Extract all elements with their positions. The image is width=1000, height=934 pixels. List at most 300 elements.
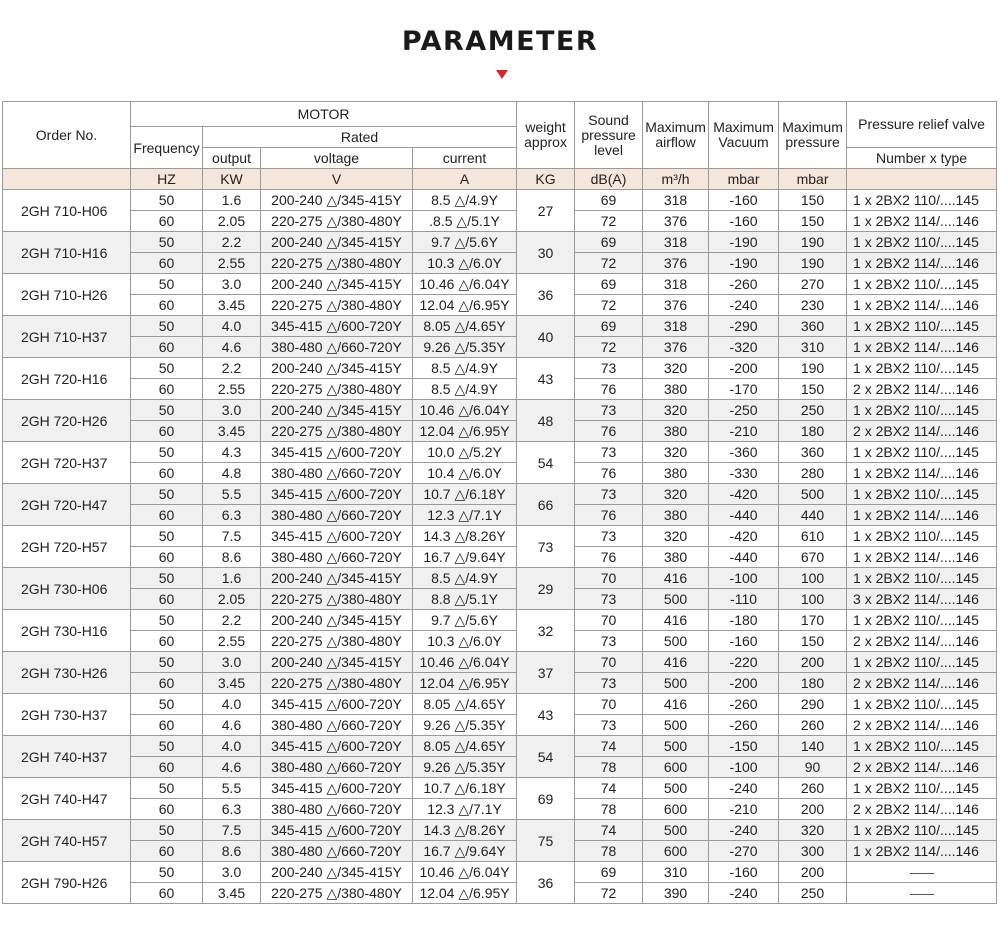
- pressure-cell: 260: [779, 715, 847, 736]
- pressure-cell: 200: [779, 652, 847, 673]
- sound-cell: 73: [575, 673, 643, 694]
- airflow-cell: 500: [643, 820, 709, 841]
- airflow-cell: 376: [643, 211, 709, 232]
- frequency-cell: 50: [131, 736, 203, 757]
- frequency-cell: 60: [131, 379, 203, 400]
- header-output: output: [203, 148, 261, 169]
- frequency-cell: 60: [131, 883, 203, 904]
- vacuum-cell: -260: [709, 694, 779, 715]
- units-row: [3, 169, 997, 190]
- table-body: [3, 102, 997, 904]
- pressure-cell: 200: [779, 799, 847, 820]
- pressure-cell: 170: [779, 610, 847, 631]
- table-row: [3, 211, 997, 232]
- vacuum-cell: -440: [709, 547, 779, 568]
- relief-cell: 2 x 2BX2 114/....146: [847, 799, 997, 820]
- unit-cell: KW: [203, 169, 261, 190]
- voltage-cell: 220-275 △/380-480Y: [261, 631, 413, 652]
- order-no-cell: 2GH 710-H16: [3, 232, 131, 274]
- output-cell: 1.6: [203, 190, 261, 211]
- sound-cell: 74: [575, 736, 643, 757]
- weight-cell: 43: [517, 358, 575, 400]
- sound-cell: 73: [575, 631, 643, 652]
- vacuum-cell: -170: [709, 379, 779, 400]
- current-cell: 10.0 △/5.2Y: [413, 442, 517, 463]
- vacuum-cell: -160: [709, 211, 779, 232]
- voltage-cell: 220-275 △/380-480Y: [261, 295, 413, 316]
- relief-cell: 1 x 2BX2 114/....146: [847, 463, 997, 484]
- pressure-cell: 100: [779, 568, 847, 589]
- output-cell: 4.8: [203, 463, 261, 484]
- frequency-cell: 60: [131, 799, 203, 820]
- frequency-cell: 50: [131, 862, 203, 883]
- airflow-cell: 320: [643, 526, 709, 547]
- table-row: [3, 463, 997, 484]
- relief-cell: 1 x 2BX2 110/....145: [847, 610, 997, 631]
- sound-cell: 76: [575, 463, 643, 484]
- output-cell: 2.2: [203, 358, 261, 379]
- frequency-cell: 50: [131, 694, 203, 715]
- output-cell: 2.05: [203, 589, 261, 610]
- header-voltage: voltage: [261, 148, 413, 169]
- voltage-cell: 220-275 △/380-480Y: [261, 211, 413, 232]
- page-title: PARAMETER: [401, 26, 599, 57]
- table-row: [3, 652, 997, 673]
- pressure-cell: 320: [779, 820, 847, 841]
- voltage-cell: 345-415 △/600-720Y: [261, 526, 413, 547]
- sound-cell: 73: [575, 715, 643, 736]
- airflow-cell: 376: [643, 253, 709, 274]
- table-row: [3, 883, 997, 904]
- vacuum-cell: -240: [709, 820, 779, 841]
- pressure-cell: 610: [779, 526, 847, 547]
- table-row: [3, 568, 997, 589]
- airflow-cell: 500: [643, 736, 709, 757]
- current-cell: 10.7 △/6.18Y: [413, 778, 517, 799]
- current-cell: 16.7 △/9.64Y: [413, 841, 517, 862]
- vacuum-cell: -260: [709, 715, 779, 736]
- pressure-cell: 150: [779, 379, 847, 400]
- relief-cell: 1 x 2BX2 110/....145: [847, 274, 997, 295]
- weight-cell: 36: [517, 274, 575, 316]
- order-no-cell: 2GH 790-H26: [3, 862, 131, 904]
- voltage-cell: 380-480 △/660-720Y: [261, 505, 413, 526]
- vacuum-cell: -110: [709, 589, 779, 610]
- unit-cell: HZ: [131, 169, 203, 190]
- vacuum-cell: -200: [709, 358, 779, 379]
- order-no-cell: 2GH 720-H47: [3, 484, 131, 526]
- output-cell: 3.45: [203, 295, 261, 316]
- order-no-cell: 2GH 720-H26: [3, 400, 131, 442]
- table-row: [3, 232, 997, 253]
- airflow-cell: 320: [643, 484, 709, 505]
- header-vacuum: Maximum Vacuum: [709, 102, 779, 169]
- table-row: [3, 421, 997, 442]
- weight-cell: 32: [517, 610, 575, 652]
- sound-cell: 73: [575, 358, 643, 379]
- header-frequency: Frequency: [131, 127, 203, 169]
- unit-cell: V: [261, 169, 413, 190]
- table-row: [3, 190, 997, 211]
- pressure-cell: 150: [779, 190, 847, 211]
- frequency-cell: 50: [131, 610, 203, 631]
- sound-cell: 72: [575, 253, 643, 274]
- frequency-cell: 50: [131, 190, 203, 211]
- current-cell: 10.3 △/6.0Y: [413, 253, 517, 274]
- frequency-cell: 60: [131, 841, 203, 862]
- output-cell: 2.05: [203, 211, 261, 232]
- sound-cell: 74: [575, 778, 643, 799]
- pressure-cell: 90: [779, 757, 847, 778]
- vacuum-cell: -210: [709, 421, 779, 442]
- output-cell: 7.5: [203, 820, 261, 841]
- header-weight: weight approx: [517, 102, 575, 169]
- sound-cell: 69: [575, 190, 643, 211]
- current-cell: 8.05 △/4.65Y: [413, 736, 517, 757]
- table-row: [3, 610, 997, 631]
- frequency-cell: 60: [131, 505, 203, 526]
- frequency-cell: 50: [131, 316, 203, 337]
- output-cell: 2.2: [203, 232, 261, 253]
- output-cell: 3.0: [203, 400, 261, 421]
- unit-cell: mbar: [709, 169, 779, 190]
- airflow-cell: 500: [643, 631, 709, 652]
- voltage-cell: 380-480 △/660-720Y: [261, 799, 413, 820]
- vacuum-cell: -330: [709, 463, 779, 484]
- order-no-cell: 2GH 740-H57: [3, 820, 131, 862]
- relief-cell: 1 x 2BX2 110/....145: [847, 736, 997, 757]
- table-row: [3, 442, 997, 463]
- units-spacer: [847, 169, 997, 190]
- pressure-cell: 360: [779, 316, 847, 337]
- header-number-type: Number x type: [847, 148, 997, 169]
- frequency-cell: 60: [131, 631, 203, 652]
- weight-cell: 69: [517, 778, 575, 820]
- current-cell: 12.04 △/6.95Y: [413, 673, 517, 694]
- sound-cell: 76: [575, 379, 643, 400]
- pressure-cell: 180: [779, 421, 847, 442]
- output-cell: 2.55: [203, 253, 261, 274]
- weight-cell: 75: [517, 820, 575, 862]
- airflow-cell: 380: [643, 505, 709, 526]
- voltage-cell: 220-275 △/380-480Y: [261, 421, 413, 442]
- relief-cell: 1 x 2BX2 110/....145: [847, 820, 997, 841]
- weight-cell: 54: [517, 736, 575, 778]
- vacuum-cell: -440: [709, 505, 779, 526]
- vacuum-cell: -260: [709, 274, 779, 295]
- relief-cell: 1 x 2BX2 114/....146: [847, 841, 997, 862]
- current-cell: 12.3 △/7.1Y: [413, 799, 517, 820]
- frequency-cell: 50: [131, 778, 203, 799]
- airflow-cell: 416: [643, 610, 709, 631]
- table-row: [3, 673, 997, 694]
- weight-cell: 54: [517, 442, 575, 484]
- header-current: current: [413, 148, 517, 169]
- output-cell: 5.5: [203, 484, 261, 505]
- header-airflow: Maximum airflow: [643, 102, 709, 169]
- sound-cell: 78: [575, 757, 643, 778]
- sound-cell: 73: [575, 526, 643, 547]
- order-no-cell: 2GH 710-H06: [3, 190, 131, 232]
- airflow-cell: 416: [643, 694, 709, 715]
- vacuum-cell: -200: [709, 673, 779, 694]
- frequency-cell: 60: [131, 421, 203, 442]
- relief-cell: 1 x 2BX2 110/....145: [847, 400, 997, 421]
- sound-cell: 70: [575, 694, 643, 715]
- pressure-cell: 280: [779, 463, 847, 484]
- output-cell: 6.3: [203, 505, 261, 526]
- table-row: [3, 547, 997, 568]
- relief-cell: 2 x 2BX2 114/....146: [847, 379, 997, 400]
- current-cell: 10.3 △/6.0Y: [413, 631, 517, 652]
- table-row: [3, 379, 997, 400]
- header-sound: Sound pressure level: [575, 102, 643, 169]
- frequency-cell: 60: [131, 463, 203, 484]
- current-cell: 12.04 △/6.95Y: [413, 421, 517, 442]
- airflow-cell: 318: [643, 316, 709, 337]
- table-row: [3, 484, 997, 505]
- pressure-cell: 230: [779, 295, 847, 316]
- vacuum-cell: -220: [709, 652, 779, 673]
- relief-cell: 1 x 2BX2 110/....145: [847, 568, 997, 589]
- voltage-cell: 380-480 △/660-720Y: [261, 337, 413, 358]
- current-cell: 12.3 △/7.1Y: [413, 505, 517, 526]
- order-no-cell: 2GH 710-H37: [3, 316, 131, 358]
- sound-cell: 72: [575, 337, 643, 358]
- current-cell: 8.05 △/4.65Y: [413, 316, 517, 337]
- voltage-cell: 345-415 △/600-720Y: [261, 820, 413, 841]
- relief-cell: 1 x 2BX2 114/....146: [847, 505, 997, 526]
- table-row: [3, 316, 997, 337]
- pressure-cell: 150: [779, 211, 847, 232]
- frequency-cell: 60: [131, 337, 203, 358]
- pressure-cell: 360: [779, 442, 847, 463]
- order-no-cell: 2GH 740-H37: [3, 736, 131, 778]
- current-cell: 10.46 △/6.04Y: [413, 400, 517, 421]
- voltage-cell: 200-240 △/345-415Y: [261, 400, 413, 421]
- relief-cell: 2 x 2BX2 114/....146: [847, 715, 997, 736]
- pressure-cell: 670: [779, 547, 847, 568]
- output-cell: 3.45: [203, 883, 261, 904]
- pressure-cell: 190: [779, 253, 847, 274]
- vacuum-cell: -160: [709, 190, 779, 211]
- current-cell: 8.5 △/4.9Y: [413, 379, 517, 400]
- relief-cell: 1 x 2BX2 114/....146: [847, 295, 997, 316]
- relief-cell: 1 x 2BX2 114/....146: [847, 337, 997, 358]
- weight-cell: 48: [517, 400, 575, 442]
- output-cell: 3.0: [203, 274, 261, 295]
- airflow-cell: 318: [643, 190, 709, 211]
- sound-cell: 70: [575, 568, 643, 589]
- sound-cell: 73: [575, 400, 643, 421]
- frequency-cell: 50: [131, 442, 203, 463]
- vacuum-cell: -290: [709, 316, 779, 337]
- airflow-cell: 500: [643, 673, 709, 694]
- table-row: [3, 694, 997, 715]
- output-cell: 4.6: [203, 757, 261, 778]
- table-row: [3, 358, 997, 379]
- voltage-cell: 200-240 △/345-415Y: [261, 652, 413, 673]
- header-motor: MOTOR: [131, 102, 517, 127]
- table-row: [3, 841, 997, 862]
- airflow-cell: 380: [643, 463, 709, 484]
- pressure-cell: 200: [779, 862, 847, 883]
- voltage-cell: 345-415 △/600-720Y: [261, 316, 413, 337]
- voltage-cell: 200-240 △/345-415Y: [261, 190, 413, 211]
- weight-cell: 27: [517, 190, 575, 232]
- table-row: [3, 820, 997, 841]
- order-no-cell: 2GH 720-H16: [3, 358, 131, 400]
- unit-cell: A: [413, 169, 517, 190]
- unit-cell: dB(A): [575, 169, 643, 190]
- relief-cell: 1 x 2BX2 110/....145: [847, 316, 997, 337]
- sound-cell: 74: [575, 820, 643, 841]
- airflow-cell: 320: [643, 358, 709, 379]
- sound-cell: 69: [575, 862, 643, 883]
- output-cell: 8.6: [203, 547, 261, 568]
- weight-cell: 40: [517, 316, 575, 358]
- sound-cell: 78: [575, 841, 643, 862]
- airflow-cell: 600: [643, 757, 709, 778]
- weight-cell: 73: [517, 526, 575, 568]
- output-cell: 3.45: [203, 421, 261, 442]
- pressure-cell: 180: [779, 673, 847, 694]
- voltage-cell: 200-240 △/345-415Y: [261, 358, 413, 379]
- airflow-cell: 600: [643, 841, 709, 862]
- frequency-cell: 60: [131, 757, 203, 778]
- order-no-cell: 2GH 730-H37: [3, 694, 131, 736]
- airflow-cell: 318: [643, 274, 709, 295]
- sound-cell: 69: [575, 232, 643, 253]
- sound-cell: 72: [575, 883, 643, 904]
- table-row: [3, 505, 997, 526]
- weight-cell: 43: [517, 694, 575, 736]
- voltage-cell: 380-480 △/660-720Y: [261, 463, 413, 484]
- frequency-cell: 50: [131, 274, 203, 295]
- output-cell: 4.0: [203, 694, 261, 715]
- voltage-cell: 200-240 △/345-415Y: [261, 610, 413, 631]
- relief-cell: 1 x 2BX2 110/....145: [847, 190, 997, 211]
- output-cell: 6.3: [203, 799, 261, 820]
- current-cell: .8.5 △/5.1Y: [413, 211, 517, 232]
- table-row: [3, 526, 997, 547]
- current-cell: 8.5 △/4.9Y: [413, 358, 517, 379]
- current-cell: 9.26 △/5.35Y: [413, 715, 517, 736]
- voltage-cell: 220-275 △/380-480Y: [261, 673, 413, 694]
- dash-icon: [910, 873, 934, 874]
- vacuum-cell: -190: [709, 253, 779, 274]
- table-row: [3, 253, 997, 274]
- output-cell: 2.55: [203, 379, 261, 400]
- table-row: [3, 778, 997, 799]
- relief-cell: 2 x 2BX2 114/....146: [847, 421, 997, 442]
- triangle-down-icon: [496, 70, 508, 79]
- frequency-cell: 50: [131, 484, 203, 505]
- header-pressure: Maximum pressure: [779, 102, 847, 169]
- output-cell: 3.0: [203, 652, 261, 673]
- voltage-cell: 345-415 △/600-720Y: [261, 484, 413, 505]
- voltage-cell: 200-240 △/345-415Y: [261, 568, 413, 589]
- sound-cell: 69: [575, 274, 643, 295]
- table-row: [3, 337, 997, 358]
- order-no-cell: 2GH 740-H47: [3, 778, 131, 820]
- airflow-cell: 310: [643, 862, 709, 883]
- airflow-cell: 416: [643, 568, 709, 589]
- relief-cell: [847, 883, 997, 904]
- table-row: [3, 715, 997, 736]
- vacuum-cell: -320: [709, 337, 779, 358]
- frequency-cell: 50: [131, 358, 203, 379]
- voltage-cell: 380-480 △/660-720Y: [261, 841, 413, 862]
- voltage-cell: 380-480 △/660-720Y: [261, 715, 413, 736]
- weight-cell: 36: [517, 862, 575, 904]
- vacuum-cell: -160: [709, 862, 779, 883]
- frequency-cell: 50: [131, 820, 203, 841]
- current-cell: 12.04 △/6.95Y: [413, 883, 517, 904]
- table-row: [3, 736, 997, 757]
- airflow-cell: 320: [643, 442, 709, 463]
- frequency-cell: 60: [131, 211, 203, 232]
- airflow-cell: 380: [643, 547, 709, 568]
- weight-cell: 37: [517, 652, 575, 694]
- airflow-cell: 600: [643, 799, 709, 820]
- table-row: [3, 295, 997, 316]
- order-no-cell: 2GH 710-H26: [3, 274, 131, 316]
- parameter-table: [2, 101, 997, 904]
- sound-cell: 70: [575, 652, 643, 673]
- pressure-cell: 440: [779, 505, 847, 526]
- header-relief: Pressure relief valve: [847, 102, 997, 148]
- frequency-cell: 50: [131, 400, 203, 421]
- current-cell: 9.7 △/5.6Y: [413, 610, 517, 631]
- current-cell: 12.04 △/6.95Y: [413, 295, 517, 316]
- vacuum-cell: -240: [709, 883, 779, 904]
- relief-cell: [847, 862, 997, 883]
- frequency-cell: 60: [131, 253, 203, 274]
- relief-cell: 1 x 2BX2 110/....145: [847, 694, 997, 715]
- vacuum-cell: -360: [709, 442, 779, 463]
- pressure-cell: 190: [779, 232, 847, 253]
- vacuum-cell: -100: [709, 568, 779, 589]
- table-row: [3, 799, 997, 820]
- pressure-cell: 270: [779, 274, 847, 295]
- current-cell: 10.4 △/6.0Y: [413, 463, 517, 484]
- pressure-cell: 250: [779, 883, 847, 904]
- table-row: [3, 862, 997, 883]
- table-row: [3, 400, 997, 421]
- relief-cell: 1 x 2BX2 110/....145: [847, 652, 997, 673]
- weight-cell: 66: [517, 484, 575, 526]
- table-row: [3, 274, 997, 295]
- order-no-cell: 2GH 730-H26: [3, 652, 131, 694]
- voltage-cell: 200-240 △/345-415Y: [261, 862, 413, 883]
- dash-icon: [910, 894, 934, 895]
- relief-cell: 2 x 2BX2 114/....146: [847, 673, 997, 694]
- current-cell: 14.3 △/8.26Y: [413, 820, 517, 841]
- airflow-cell: 500: [643, 778, 709, 799]
- voltage-cell: 220-275 △/380-480Y: [261, 883, 413, 904]
- output-cell: 2.55: [203, 631, 261, 652]
- relief-cell: 1 x 2BX2 110/....145: [847, 526, 997, 547]
- output-cell: 8.6: [203, 841, 261, 862]
- current-cell: 14.3 △/8.26Y: [413, 526, 517, 547]
- current-cell: 10.46 △/6.04Y: [413, 274, 517, 295]
- frequency-cell: 50: [131, 232, 203, 253]
- vacuum-cell: -420: [709, 526, 779, 547]
- sound-cell: 73: [575, 484, 643, 505]
- airflow-cell: 376: [643, 295, 709, 316]
- voltage-cell: 200-240 △/345-415Y: [261, 274, 413, 295]
